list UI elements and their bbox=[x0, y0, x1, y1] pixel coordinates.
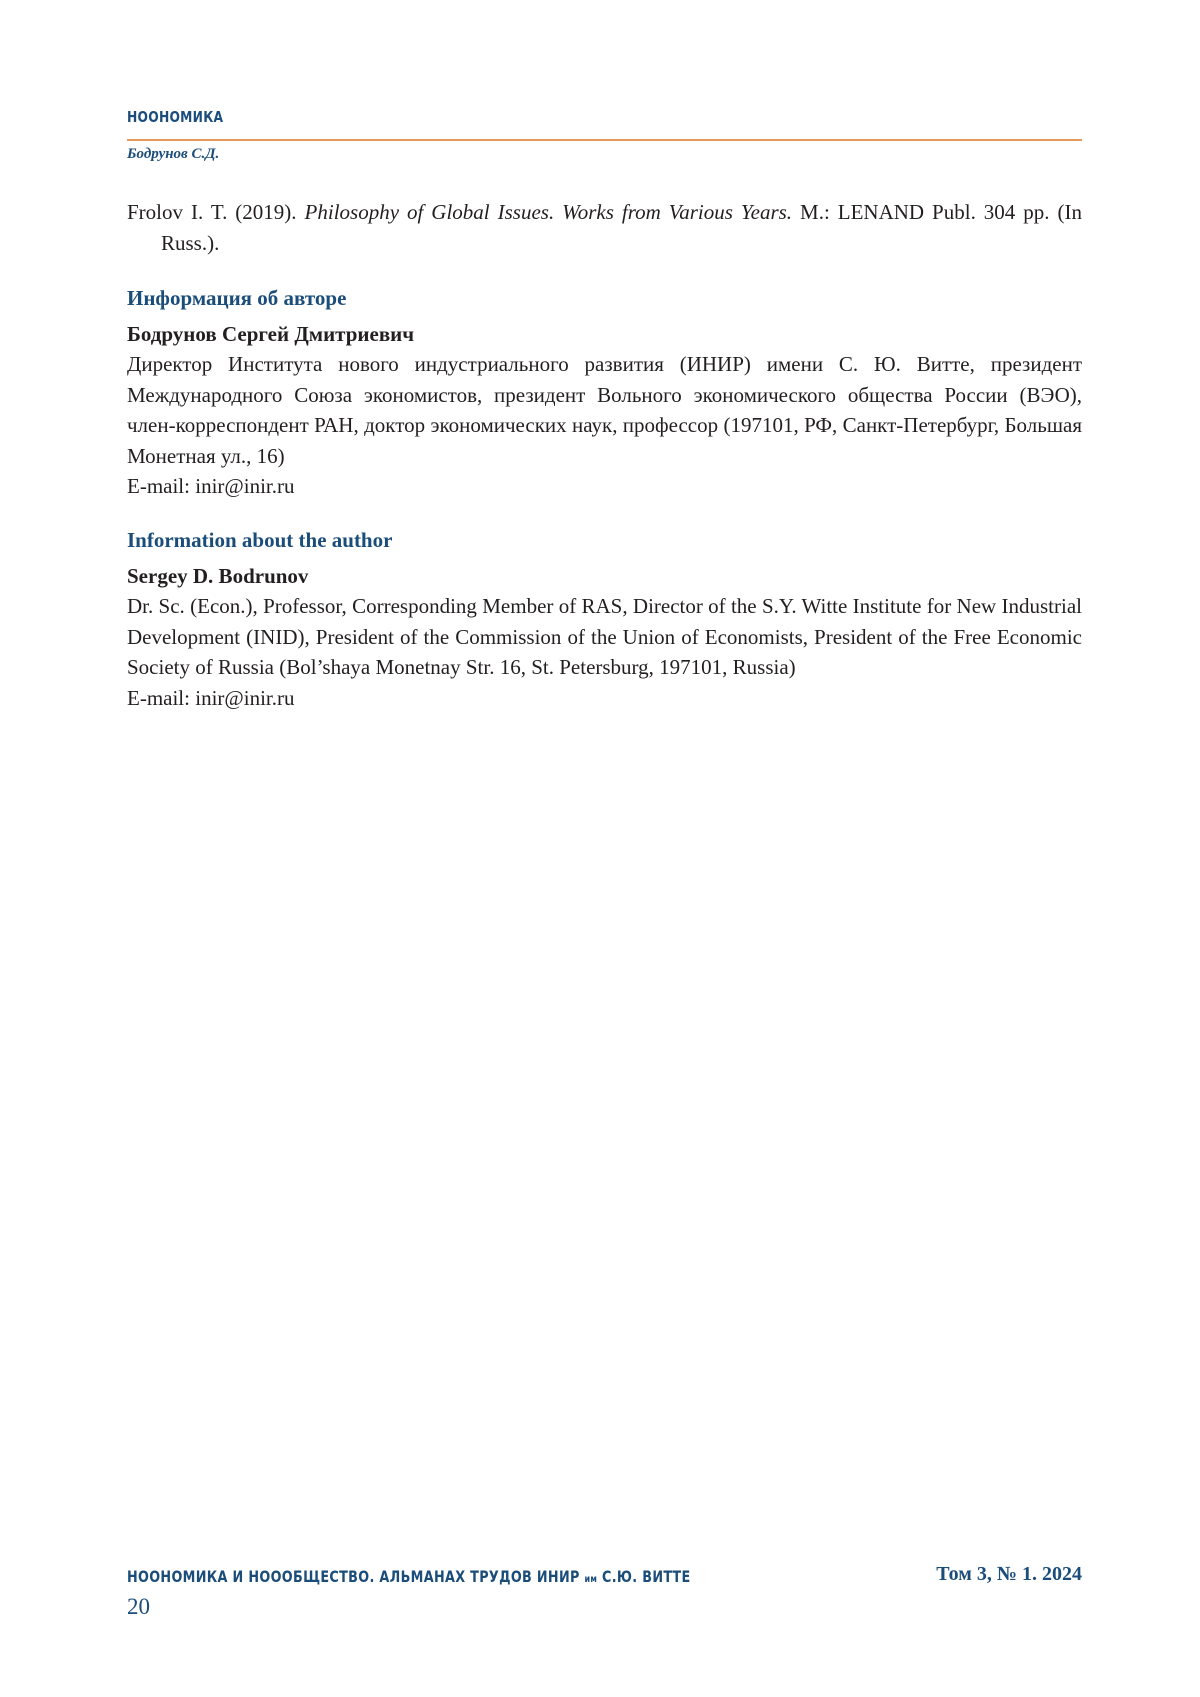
author-description-en: Dr. Sc. (Econ.), Professor, Corresponding Member of RAS, Director of the S.Y. Witte Institute for New Industrial Development (INID), President of the Commission of the Union of Economists, President of the Free Economic Society of Russia (Bol’shaya Monetnay Str. 16, St. Petersburg, 197101, Russia) bbox=[127, 594, 1082, 679]
footer-volume: Том 3, № 1. 2024 bbox=[936, 1563, 1082, 1585]
page-number: 20 bbox=[127, 1594, 150, 1619]
footer-journal-part1: НООНОМИКА И НОООБЩЕСТВО. АЛЬМАНАХ ТРУДОВ ИНИР bbox=[127, 1567, 585, 1586]
running-author: Бодрунов С.Д. bbox=[127, 146, 220, 162]
author-info-en-heading: Information about the author bbox=[127, 528, 393, 552]
reference-title: Philosophy of Global Issues. Works from Various Years. bbox=[304, 200, 793, 224]
running-title: НООНОМИКА bbox=[127, 108, 224, 126]
author-name-ru: Бодрунов Сергей Дмитриевич bbox=[127, 322, 415, 346]
reference-prefix: Frolov I. T. (2019). bbox=[127, 200, 305, 224]
author-description-ru: Директор Института нового индустриального развития (ИНИР) имени С. Ю. Витте, президент Международного Союза экономистов, президент Вольного экономического общества России (ВЭО), член-корреспондент РАН, доктор экономических наук, профессор (197101, РФ, Санкт-Петербург, Большая Монетная ул., 16) bbox=[127, 352, 1082, 468]
page bbox=[127, 0, 1082, 1697]
author-info-en bbox=[127, 525, 1082, 713]
author-info-ru-heading: Информация об авторе bbox=[127, 286, 347, 310]
footer-journal-title bbox=[127, 1567, 691, 1586]
reference-suffix: M.: LENAND Publ. 304 pp. (In Russ.). bbox=[161, 200, 1082, 255]
footer-journal-small: им bbox=[584, 1574, 598, 1585]
author-email-ru[interactable]: E-mail: inir@inir.ru bbox=[127, 474, 295, 498]
header-divider bbox=[127, 139, 1082, 141]
author-email-en[interactable]: E-mail: inir@inir.ru bbox=[127, 685, 295, 710]
footer-journal-part2: С.Ю. ВИТТЕ bbox=[597, 1567, 691, 1586]
author-info-ru bbox=[127, 283, 1082, 501]
main-content bbox=[127, 197, 1082, 713]
reference-entry bbox=[127, 197, 1082, 259]
author-name-en: Sergey D. Bodrunov bbox=[127, 564, 309, 588]
